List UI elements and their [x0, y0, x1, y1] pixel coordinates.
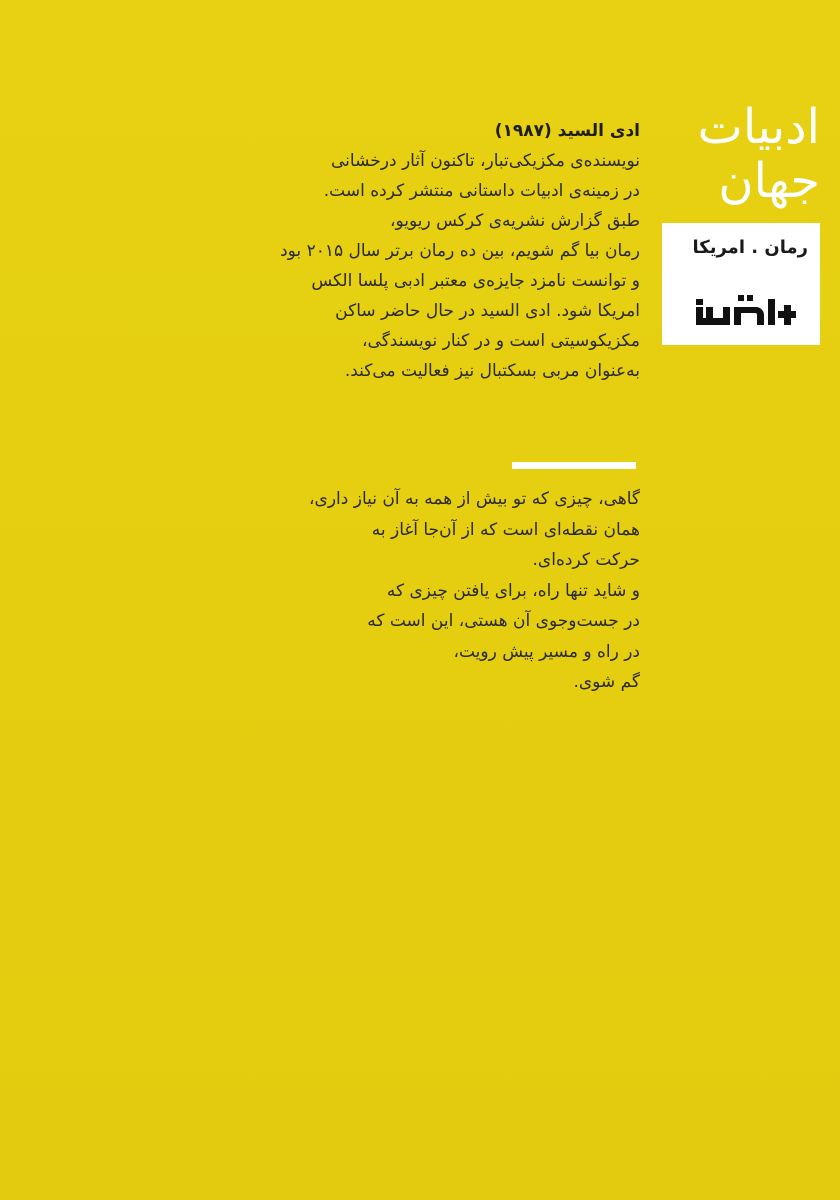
bio-line: در زمینه‌ی ادبیات داستانی منتشر کرده است.	[323, 181, 640, 201]
series-title	[650, 100, 820, 208]
section-divider	[512, 462, 636, 469]
quote-line: گم شوی.	[573, 672, 640, 692]
publisher-logo-icon	[682, 285, 802, 331]
quote-line: در جست‌وجوی آن هستی، این است که	[367, 611, 640, 631]
bio-line: نویسنده‌ی مکزیکی‌تبار، تاکنون آثار درخشانی	[331, 151, 640, 171]
quote-line: همان نقطه‌ای است که از آن‌جا آغاز به	[371, 519, 640, 540]
quote-line: و شاید تنها راه، برای یافتن چیزی که	[386, 580, 640, 601]
blurb-quote	[200, 484, 640, 698]
bio-line: مکزیکوسیتی است و در کنار نویسندگی،	[362, 331, 640, 351]
series-title-line-2: جهان	[718, 153, 820, 209]
series-title-line-1: ادبیات	[697, 99, 820, 155]
genre-label: رمان . امریکا	[692, 237, 808, 258]
genre-publisher-box	[662, 223, 820, 345]
quote-line: در راه و مسیر پیش رویت،	[453, 641, 640, 662]
bio-line: رمان بیا گم شویم، بین ده رمان برتر سال ۲۰۱۵ بود	[280, 241, 640, 261]
quote-line: گاهی، چیزی که تو بیش از همه به آن نیاز داری،	[309, 489, 640, 509]
bio-line: به‌عنوان مربی بسکتبال نیز فعالیت می‌کند.	[344, 361, 640, 381]
quote-line: حرکت کرده‌ای.	[532, 550, 640, 570]
bio-line: و توانست نامزد جایزه‌ی معتبر ادبی پلسا الکس	[311, 271, 640, 291]
author-name: ادی السید (۱۹۸۷)	[494, 121, 640, 141]
author-bio	[200, 116, 640, 386]
bio-line: طبق گزارش نشریه‌ی کرکس ریویو،	[389, 211, 640, 231]
bio-line: امریکا شود. ادی السید در حال حاضر ساکن	[335, 301, 640, 321]
